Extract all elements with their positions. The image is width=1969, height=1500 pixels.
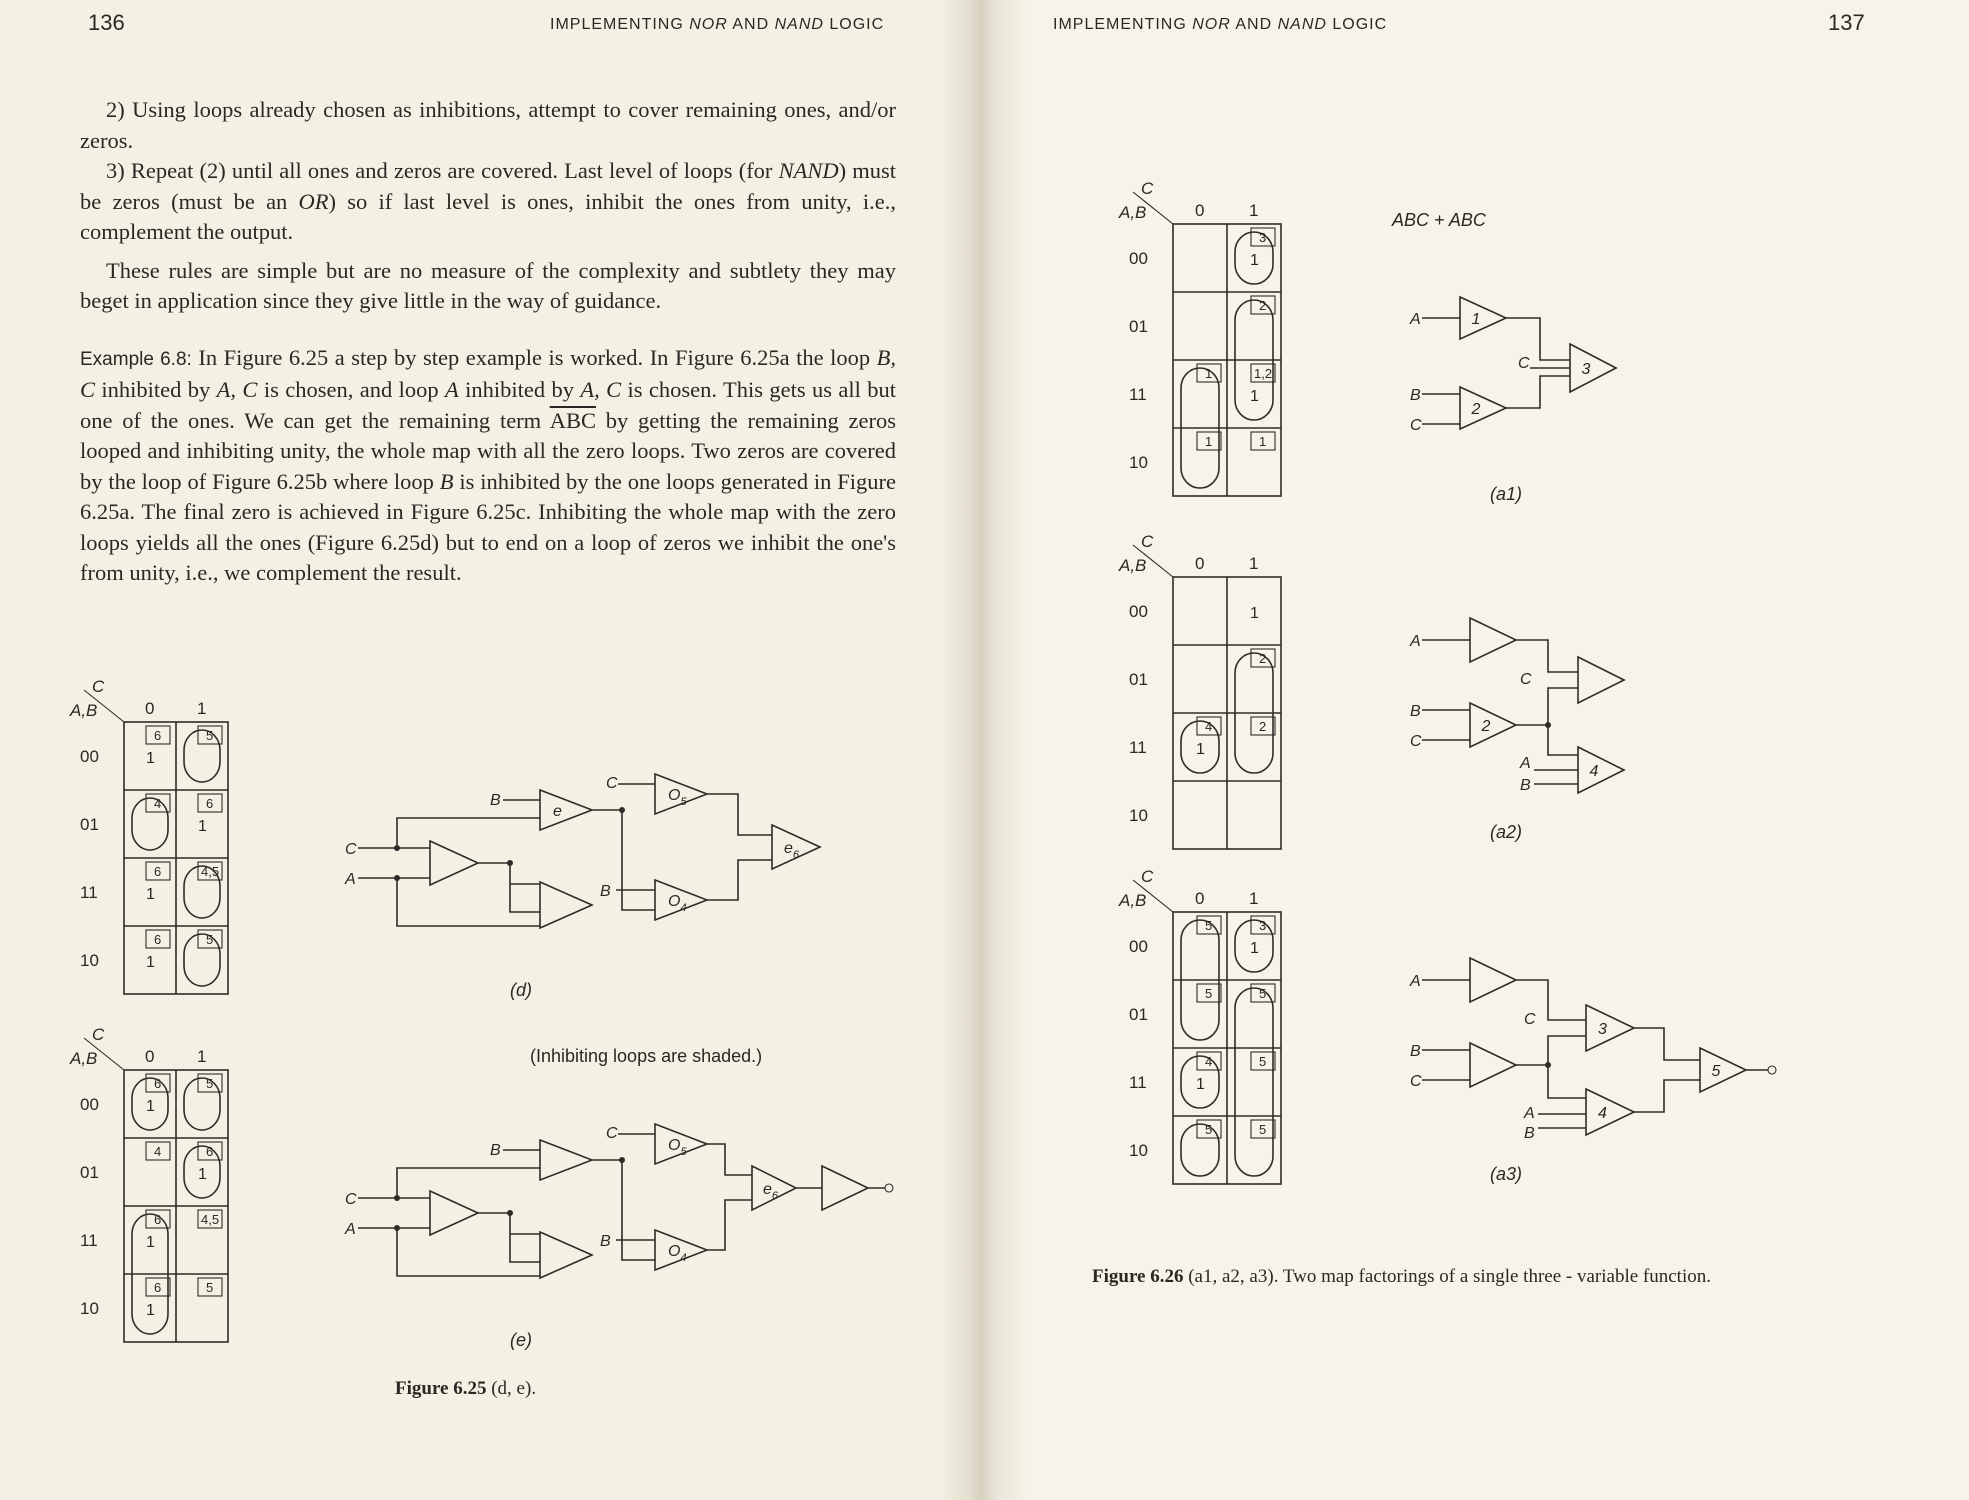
kmap-cell-one: 1 (146, 886, 155, 903)
kmap-cell-one: 1 (146, 1302, 155, 1319)
kmap-col-1: 1 (1249, 889, 1259, 908)
gate (540, 882, 592, 928)
signal-label: C (606, 1125, 618, 1142)
signal-label: B (1520, 777, 1531, 794)
kmap-row-label: 01 (1129, 1005, 1148, 1024)
kmap-row-label: 10 (1129, 806, 1148, 825)
loop-tag: 5 (1259, 986, 1267, 1001)
gate-label: 1 (1471, 311, 1481, 328)
gate (1460, 387, 1506, 429)
kmap-row-label: 11 (1129, 738, 1147, 757)
output-terminal (885, 1184, 893, 1192)
signal-label: A (1410, 973, 1421, 990)
output-terminal (1768, 1066, 1776, 1074)
kmap-row-label: 00 (80, 1095, 99, 1114)
loop (1181, 1124, 1219, 1176)
kmap-row-label: 11 (80, 883, 98, 902)
loop-tag: 6 (154, 1212, 162, 1227)
signal-label: B (490, 1142, 501, 1159)
loop-tag: 5 (206, 728, 214, 743)
kmap-row-label: 00 (1129, 249, 1148, 268)
signal-label: A (345, 871, 356, 888)
kmap-cell-one: 1 (198, 818, 207, 835)
kmap-cell-one: 1 (1196, 1076, 1205, 1093)
kmap-row-label: 11 (1129, 385, 1147, 404)
wire (1548, 688, 1578, 725)
kmap-row-label: 10 (80, 1299, 99, 1318)
kmap-col-0: 0 (145, 699, 155, 718)
kmap-col-1: 1 (197, 699, 207, 718)
gate (1470, 618, 1516, 662)
figure-6-26-caption: Figure 6.26 (a1, a2, a3). Two map factorings of a single three - variable function. (1092, 1266, 1711, 1287)
kmap-corner-ab: A,B (1119, 891, 1147, 910)
wire (1516, 640, 1578, 672)
loop-tag: 1 (1205, 434, 1213, 449)
kmap-cell-one: 1 (146, 1098, 155, 1115)
kmap-col-1: 1 (1249, 201, 1259, 220)
gate (1470, 703, 1516, 747)
kmap-cell-one: 1 (1250, 940, 1259, 957)
circuit-fig-d (340, 760, 840, 1010)
gate (1586, 1005, 1634, 1051)
gate (655, 880, 707, 920)
kmap-corner-c: C (92, 1025, 105, 1044)
kmap-cell-one: 1 (198, 1166, 207, 1183)
gate-label: 3 (1581, 361, 1591, 378)
loop-tag: 4 (154, 1144, 162, 1159)
kmap-fig-e (70, 1025, 276, 1358)
loop-tag: 2 (1259, 719, 1267, 734)
signal-label: C (1410, 1073, 1422, 1090)
wire (1634, 1080, 1700, 1112)
gate (772, 825, 820, 869)
kmap-row-label: 01 (1129, 317, 1148, 336)
wire (707, 794, 772, 835)
wire (1548, 725, 1578, 755)
abc-bar-term: $\overline{ABC}$ (549, 407, 596, 433)
gate (1700, 1048, 1746, 1092)
loop-tag: 5 (206, 1280, 214, 1295)
gate-label: 4 (1598, 1105, 1607, 1122)
circuit-fig-e (340, 1110, 900, 1360)
wire (1634, 1028, 1700, 1060)
loop (184, 1078, 220, 1130)
kmap-row-label: 01 (1129, 670, 1148, 689)
subfigure-label: (d) (510, 980, 532, 1000)
wire (397, 878, 540, 926)
signal-label: C (1524, 1011, 1536, 1028)
gate (1578, 657, 1624, 703)
kmap-col-1: 1 (1249, 554, 1259, 573)
signal-label: A (1520, 755, 1531, 772)
signal-label: C (1520, 671, 1532, 688)
gate-label: $e_6$ (784, 840, 800, 861)
kmap-corner-c: C (1141, 179, 1154, 198)
kmap-col-0: 0 (1195, 201, 1205, 220)
running-head-left: IMPLEMENTING NOR AND NAND LOGIC (550, 16, 885, 33)
running-head-right: IMPLEMENTING NOR AND NAND LOGIC (1053, 16, 1388, 33)
gate (540, 1140, 592, 1180)
shading-note: (Inhibiting loops are shaded.) (530, 1046, 763, 1066)
kmap-cell-one: 1 (1250, 252, 1259, 269)
gate (540, 1232, 592, 1278)
page-number-right: 137 (1828, 10, 1865, 35)
gate (430, 841, 478, 885)
kmap-col-1: 1 (197, 1047, 207, 1066)
kmap-corner-ab: A,B (70, 1049, 98, 1068)
loop-tag: 6 (154, 864, 162, 879)
wire (1548, 1065, 1586, 1098)
gate-label: $e_6$ (763, 1181, 779, 1202)
loop-tag: 5 (206, 932, 214, 947)
wire (1506, 376, 1570, 408)
subfigure-label: (a3) (1490, 1164, 1523, 1184)
loop-tag: 6 (206, 796, 214, 811)
signal-label: B (490, 792, 501, 809)
kmap-col-0: 0 (1195, 889, 1205, 908)
kmap-row-label: 10 (80, 951, 99, 970)
loop-tag: 4 (1205, 1054, 1213, 1069)
kmap-fig-a2 (1119, 532, 1345, 865)
inhibiting-loop (184, 730, 220, 782)
example-paragraph: Example 6.8: In Figure 6.25 a step by step example is worked. In Figure 6.25a the loop B, C inhibited by A, C is chosen, and loop A inhibited by A, C is chosen. This gets us all but one of the ones. We can get the remaining term $\overline{ABC}$ by getting the remaining zeros looped and inhibiting unity, the whole map with all the zero loops. Two zeros are covered by the loop of Figure 6.25b where loop B is inhibited by the one loops generated in Figure 6.25a. The final zero is achieved in Figure 6.25c. Inhibiting the whole map with the zero loops yields all the ones (Figure 6.25d) but to end on a loop of zeros we inhibit the one's from unity, i.e., we complement the result. (80, 344, 897, 585)
gate-label: 2 (1481, 718, 1491, 735)
loop-tag: 4 (1205, 719, 1213, 734)
kmap-fig-a3 (1119, 867, 1345, 1200)
gate (1578, 747, 1624, 793)
kmap-cell-one: 1 (1250, 388, 1259, 405)
kmap-corner-c: C (92, 677, 105, 696)
signal-label: C (345, 1191, 357, 1208)
loop-tag: 1,2 (1254, 366, 1273, 381)
kmap-row-label: 01 (80, 815, 99, 834)
rules-note: These rules are simple but are no measure of the complexity and subtlety they may beget in application since they give little in the way of guidance. (80, 257, 896, 313)
wire (707, 1200, 752, 1250)
wire (622, 810, 655, 910)
kmap-row-label: 01 (80, 1163, 99, 1182)
kmap-fig-a1 (1119, 179, 1345, 512)
book-gutter (940, 0, 1030, 1500)
signal-label: B (1410, 387, 1421, 404)
gate-label: 2 (1471, 401, 1481, 418)
signal-label: A (1410, 311, 1421, 328)
kmap-corner-ab: A,B (70, 701, 98, 720)
gate-label: $O_5$ (668, 787, 687, 808)
gate-label: 3 (1598, 1021, 1607, 1038)
wire (510, 1234, 540, 1262)
loop-tag: 5 (1205, 1122, 1213, 1137)
wire (622, 1160, 655, 1260)
kmap-corner-c: C (1141, 867, 1154, 886)
loop-tag: 5 (1205, 918, 1213, 933)
kmap-row-label: 10 (1129, 453, 1148, 472)
wire (510, 884, 540, 912)
wire (1506, 318, 1570, 360)
signal-label: B (600, 1233, 611, 1250)
loop-tag: 3 (1259, 230, 1267, 245)
gate (822, 1166, 868, 1210)
page-number-left: 136 (88, 10, 125, 35)
rules-text (80, 95, 896, 589)
gate (655, 1124, 707, 1164)
figure-6-25-caption: Figure 6.25 (d, e). (395, 1378, 537, 1399)
subfigure-label: (a1) (1490, 484, 1523, 504)
wire (397, 818, 540, 848)
loop-tag: 6 (206, 1144, 214, 1159)
circuit-fig-a3 (1400, 940, 1820, 1190)
wire (707, 860, 772, 900)
loop (1235, 988, 1273, 1176)
expression: ABC + ABC (1392, 210, 1486, 230)
gate-label: $O_4$ (668, 1243, 687, 1264)
circuit-fig-a1 (1392, 200, 1680, 520)
kmap-cell-one: 1 (146, 1234, 155, 1251)
gate (655, 1230, 707, 1270)
loop-tag: 2 (1259, 298, 1267, 313)
loop-tag: 4,5 (201, 1212, 220, 1227)
signal-label: A (345, 1221, 356, 1238)
kmap-corner-c: C (1141, 532, 1154, 551)
gate-label: 4 (1589, 763, 1599, 780)
gate-label: $O_5$ (668, 1137, 687, 1158)
signal-label: B (600, 883, 611, 900)
kmap-row-label: 10 (1129, 1141, 1148, 1160)
wire (707, 1144, 752, 1175)
signal-label: B (1524, 1125, 1535, 1142)
kmap-col-0: 0 (145, 1047, 155, 1066)
gate (655, 774, 707, 814)
loop-tag: 1 (1205, 366, 1213, 381)
inhibiting-loop (132, 798, 168, 850)
subfigure-label: (e) (510, 1330, 532, 1350)
gate (1570, 344, 1616, 392)
gate (1470, 1043, 1516, 1087)
subfigure-label: (a2) (1490, 822, 1523, 842)
kmap-cell-one: 1 (146, 954, 155, 971)
loop-tag: 3 (1259, 918, 1267, 933)
loop-tag: 6 (154, 1280, 162, 1295)
kmap-fig-d (70, 677, 276, 1010)
loop-tag: 6 (154, 1076, 162, 1091)
wire (1548, 1036, 1586, 1065)
signal-label: A (1524, 1105, 1535, 1122)
kmap-row-label: 00 (80, 747, 99, 766)
kmap-row-label: 11 (80, 1231, 98, 1250)
loop-tag: 5 (206, 1076, 214, 1091)
wire (510, 1213, 540, 1234)
loop-tag: 1 (1259, 434, 1267, 449)
loop-tag: 5 (1259, 1122, 1267, 1137)
signal-label: C (1410, 733, 1422, 750)
signal-label: B (1410, 703, 1421, 720)
rule-3: 3) Repeat (2) until all ones and zeros are covered. Last level of loops (for NAND) must be zeros (must be an OR) so if last level is ones, inhibit the ones from unity, i.e., complement the output. (80, 158, 897, 244)
loop-tag: 5 (1259, 1054, 1267, 1069)
gate-label: e (553, 803, 562, 820)
signal-label: B (1410, 1043, 1421, 1060)
gate-label: $O_4$ (668, 893, 687, 914)
gate (1470, 958, 1516, 1002)
inhibiting-loop (184, 934, 220, 986)
signal-label: C (1518, 355, 1530, 372)
loop-tag: 6 (154, 728, 162, 743)
loop-tag: 4,5 (201, 864, 220, 879)
kmap-row-label: 00 (1129, 937, 1148, 956)
gate (1586, 1089, 1634, 1135)
kmap-corner-ab: A,B (1119, 556, 1147, 575)
signal-label: A (1410, 633, 1421, 650)
kmap-cell-one: 1 (1196, 741, 1205, 758)
loop-tag: 2 (1259, 651, 1267, 666)
kmap-row-label: 11 (1129, 1073, 1147, 1092)
loop-tag: 5 (1205, 986, 1213, 1001)
kmap-row-label: 00 (1129, 602, 1148, 621)
gate (1460, 297, 1506, 339)
signal-label: C (345, 841, 357, 858)
rule-2: 2) Using loops already chosen as inhibitions, attempt to cover remaining ones, and/or zeros. (80, 97, 896, 153)
loop-tag: 6 (154, 932, 162, 947)
wire (397, 1228, 540, 1276)
signal-label: C (606, 775, 618, 792)
kmap-col-0: 0 (1195, 554, 1205, 573)
kmap-cell-one: 1 (1250, 605, 1259, 622)
gate (752, 1166, 796, 1210)
kmap-cell-one: 1 (146, 750, 155, 767)
gate-label: 5 (1711, 1063, 1721, 1080)
loop-tag: 4 (154, 796, 162, 811)
signal-label: C (1410, 417, 1422, 434)
wire (397, 1168, 540, 1198)
wire (510, 863, 540, 884)
gate (540, 790, 592, 830)
gate (430, 1191, 478, 1235)
kmap-corner-ab: A,B (1119, 203, 1147, 222)
circuit-fig-a2 (1400, 600, 1680, 850)
